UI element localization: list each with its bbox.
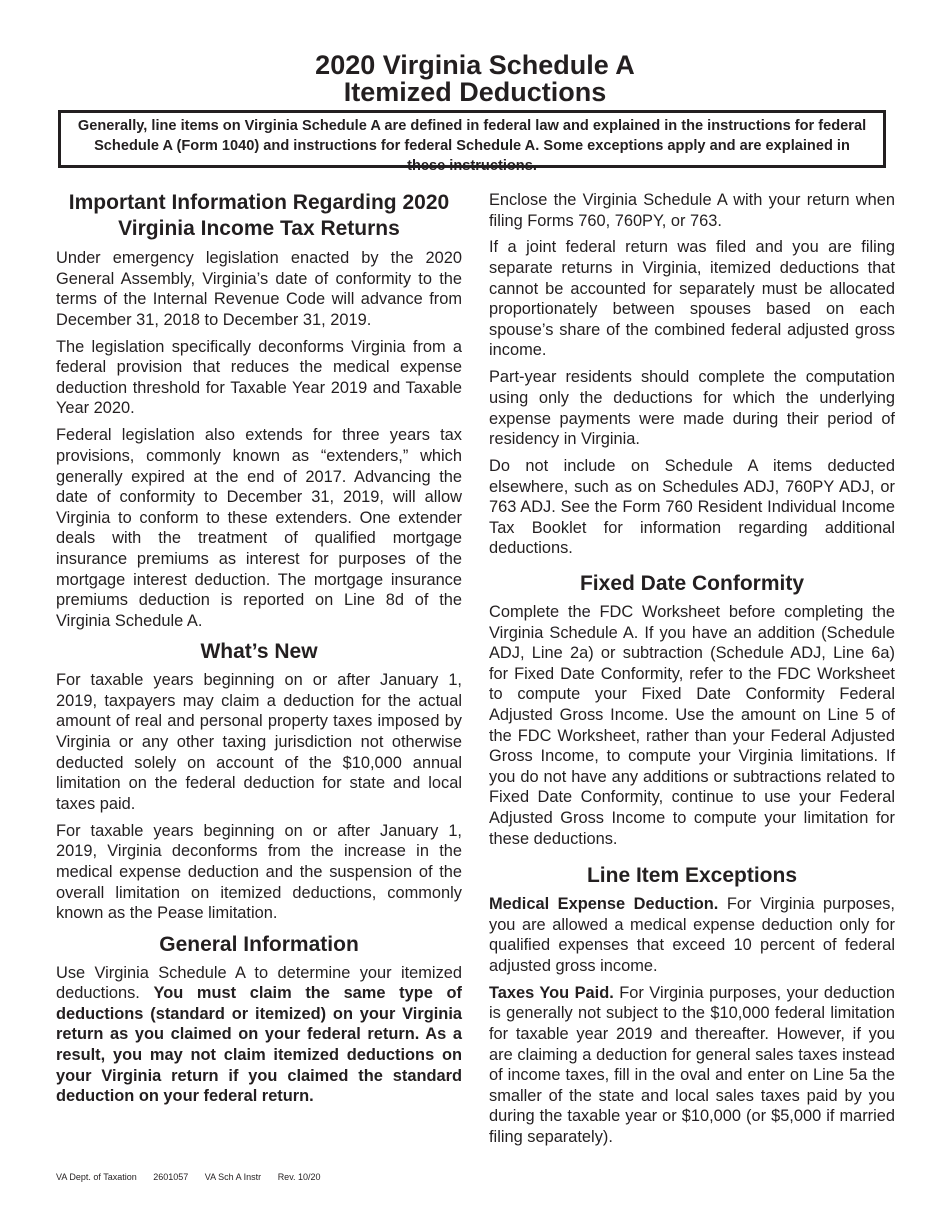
important-info-heading: Important Information Regarding 2020 Virginia Income Tax Returns [68, 191, 450, 240]
enclose-paragraph: Enclose the Virginia Schedule A with your return when filing Forms 760, 760PY, or 763. [489, 191, 895, 230]
page-title [0, 52, 950, 106]
intro-notice-box: Generally, line items on Virginia Schedule A are defined in federal law and explained in the instructions for federal Schedule A (Form 1040) and instructions for federal Schedule A. Some exceptions apply and are explained in these instructions. [58, 110, 886, 168]
important-paragraph-1: Under emergency legislation enacted by the 2020 General Assembly, Virginia’s date of conformity to the terms of the Internal Revenue Code will advance from December 31, 2018 to December 31, 2019. [56, 249, 462, 329]
footer-dept: VA Dept. of Taxation [56, 1172, 137, 1182]
do-not-include-paragraph: Do not include on Schedule A items deducted elsewhere, such as on Schedules ADJ, 760PY ADJ, or 763 ADJ. See the Form 760 Resident Individual Income Tax Booklet for information regarding additional deductions. [489, 457, 895, 558]
important-paragraph-3: Federal legislation also extends for three years tax provisions, commonly known as “extenders,” which generally expired at the end of 2017. Advancing the date of conformity to December 31, 2019, will allow Virginia to conform to these extenders. One extender deals with the treatment of qualified mortgage insurance premiums as interest for purposes of the mortgage interest deduction. The mortgage insurance premiums deduction is reported on Line 8d of the Virginia Schedule A. [56, 426, 462, 630]
fdc-heading: Fixed Date Conformity [579, 571, 805, 595]
footer-code: 2601057 [153, 1172, 189, 1182]
general-info-heading: General Information [159, 932, 359, 956]
part-year-paragraph: Part-year residents should complete the computation using only the deductions for which the underlying expense payments were made during their period of residency in Virginia. [489, 368, 895, 449]
fdc-paragraph: Complete the FDC Worksheet before completing the Virginia Schedule A. If you have an addition (Schedule ADJ, Line 2a) or subtraction (Schedule ADJ, Line 6a) for Fixed Date Conformity, refer to the FDC Worksheet to compute your Fixed Date Conformity Federal Adjusted Gross Income. Use the amount on Line 5 of the FDC Worksheet, rather than your Federal Adjusted Gross Income, to compute your Virginia limitations. If you do not have any additions or subtractions related to Fixed Date Conformity, continue to use your Federal Adjusted Gross Income to compute your limitation for these deductions. [489, 602, 895, 848]
joint-return-paragraph: If a joint federal return was filed and you are filing separate returns in Virginia, itemized deductions that cannot be accounted for separately must be allocated proportionately between spouses based on each spouse’s share of the combined federal adjusted gross income. [489, 238, 895, 360]
whats-new-paragraph-2: For taxable years beginning on or after January 1, 2019, Virginia deconforms from the increase in the medical expense deduction and the suspension of the overall limitation on itemized deductions, commonly known as the Pease limitation. [56, 821, 462, 923]
footer-form: VA Sch A Instr [204, 1172, 262, 1182]
title-line-1: 2020 Virginia Schedule A [315, 50, 635, 80]
taxes-paid-paragraph: Taxes You Paid. For Virginia purposes, your deduction is generally not subject to the $10,000 federal limitation for taxable year 2019 and thereafter. However, if you are claiming a deduction for general sales taxes instead of income taxes, fill in the oval and enter on Line 5a the smaller of the state and local sales taxes paid by you during the taxable year or $10,000 (or $5,000 if married filing separately). [489, 983, 895, 1146]
whats-new-heading: What’s New [200, 640, 318, 664]
right-column [489, 190, 895, 1154]
general-info-paragraph: Use Virginia Schedule A to determine your itemized deductions. You must claim the same type of deductions (standard or itemized) on your Virginia return as you claimed on your federal return. As a result, you may not claim itemized deductions on your Virginia return if you claimed the standard deduction on your federal return. [56, 963, 462, 1106]
whats-new-paragraph-1: For taxable years beginning on or after January 1, 2019, taxpayers may claim a deduction for the actual amount of real and personal property taxes imposed by Virginia or any other taxing jurisdiction not otherwise deducted solely on account of the $10,000 annual limitation on the federal deduction for state and local taxes paid. [56, 671, 462, 813]
title-line-2: Itemized Deductions [343, 77, 607, 107]
left-column [56, 190, 462, 1113]
footer-rev: Rev. 10/20 [277, 1172, 321, 1182]
important-paragraph-2: The legislation specifically deconforms Virginia from a federal provision that reduces the medical expense deduction threshold for Taxable Year 2019 and Taxable Year 2020. [56, 337, 462, 418]
page-footer [56, 1172, 335, 1182]
line-item-exceptions-heading: Line Item Exceptions [586, 864, 798, 888]
medical-expense-paragraph: Medical Expense Deduction. For Virginia purposes, you are allowed a medical expense deduction only for qualified expenses that exceed 10 percent of federal adjusted gross income. [489, 895, 895, 975]
